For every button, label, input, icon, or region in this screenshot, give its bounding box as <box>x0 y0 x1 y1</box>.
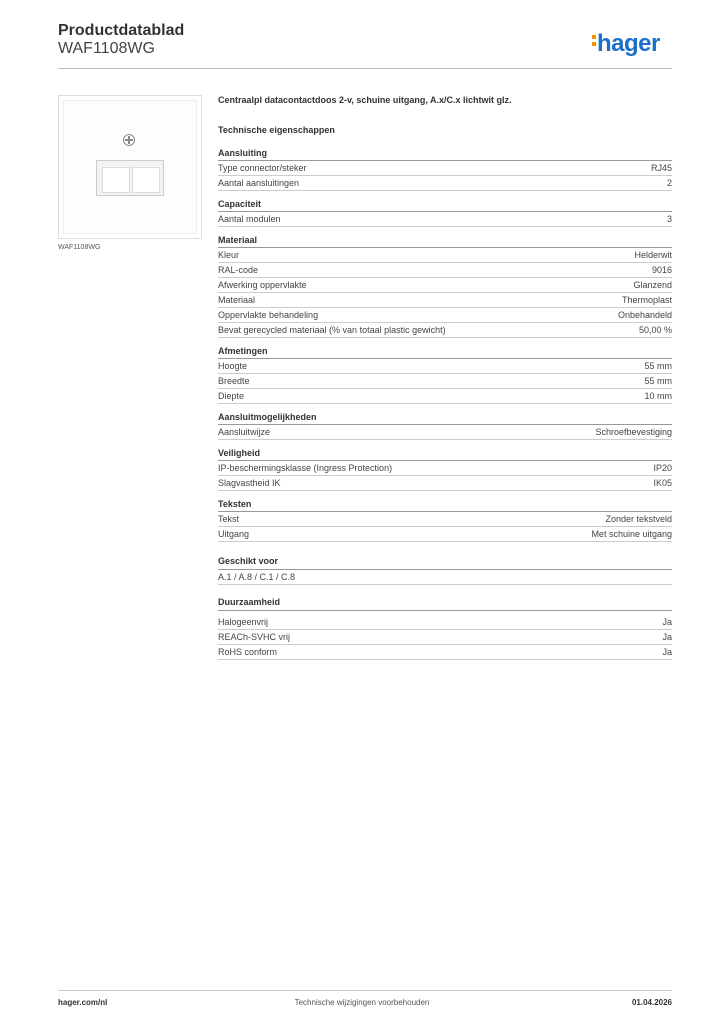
suitable-for-value: A.1 / A.8 / C.1 / C.8 <box>218 572 296 582</box>
spec-row <box>218 263 672 278</box>
spec-label: Type connector/steker <box>218 163 307 173</box>
spec-value: 2 <box>666 178 672 188</box>
cover-plate <box>63 100 197 234</box>
main-content <box>218 95 672 660</box>
spec-label: Diepte <box>218 391 245 401</box>
spec-label: Breedte <box>218 376 250 386</box>
spec-value: Onbehandeld <box>617 310 672 320</box>
spec-section-title: Materiaal <box>218 235 672 248</box>
spec-row <box>218 374 672 389</box>
spec-section-title: Teksten <box>218 499 672 512</box>
spec-label: Aansluitwijze <box>218 427 271 437</box>
footer-divider <box>58 990 672 991</box>
sustainability-title: Duurzaamheid <box>218 597 672 611</box>
spec-label: Halogeenvrij <box>218 617 269 627</box>
logo-text: hager <box>597 30 660 57</box>
screw-icon <box>123 134 135 146</box>
spec-value: IP20 <box>653 463 672 473</box>
sustainability-section <box>218 597 672 660</box>
spec-row <box>218 476 672 491</box>
spec-row <box>218 359 672 374</box>
spec-row <box>218 176 672 191</box>
spec-row <box>218 308 672 323</box>
spec-label: Aantal modulen <box>218 214 281 224</box>
spec-value: RJ45 <box>650 163 672 173</box>
technical-title: Technische eigenschappen <box>218 125 335 135</box>
spec-row <box>218 630 672 645</box>
image-caption: WAF1108WG <box>58 244 101 251</box>
spec-section-title: Aansluiting <box>218 148 672 161</box>
spec-value: 55 mm <box>644 376 672 386</box>
product-code: WAF1108WG <box>58 40 155 57</box>
spec-label: REACh-SVHC vrij <box>218 632 291 642</box>
spec-row <box>218 425 672 440</box>
sustainability-rows <box>218 615 672 660</box>
spec-label: Afwerking oppervlakte <box>218 280 307 290</box>
spec-value: IK05 <box>653 478 672 488</box>
spec-value: Met schuine uitgang <box>591 529 672 539</box>
spec-value: Glanzend <box>633 280 672 290</box>
spec-value: Thermoplast <box>621 295 672 305</box>
spec-row <box>218 645 672 660</box>
spec-sections <box>218 148 672 542</box>
logo-dots-icon <box>592 32 597 49</box>
spec-value: Helderwit <box>634 250 672 260</box>
spec-section <box>218 148 672 191</box>
spec-row <box>218 527 672 542</box>
spec-label: Kleur <box>218 250 240 260</box>
product-image <box>58 95 202 239</box>
spec-label: Tekst <box>218 514 240 524</box>
footer-date: 01.04.2026 <box>631 998 672 1007</box>
header-divider <box>58 68 672 69</box>
spec-row <box>218 389 672 404</box>
spec-section-title: Capaciteit <box>218 199 672 212</box>
spec-row <box>218 293 672 308</box>
spec-value: 3 <box>666 214 672 224</box>
spec-label: IP-beschermingsklasse (Ingress Protection) <box>218 463 393 473</box>
hager-logo <box>592 30 660 58</box>
spec-section <box>218 235 672 338</box>
suitable-for-row <box>218 570 672 585</box>
suitable-for-section <box>218 556 672 585</box>
spec-section-title: Veiligheid <box>218 448 672 461</box>
spec-row <box>218 248 672 263</box>
spec-value: Zonder tekstveld <box>605 514 672 524</box>
spec-value: 50,00 % <box>638 325 672 335</box>
spec-label: Hoogte <box>218 361 248 371</box>
spec-label: RoHS conform <box>218 647 278 657</box>
page-title: Productdatablad <box>58 22 185 39</box>
spec-label: Slagvastheid IK <box>218 478 281 488</box>
spec-row <box>218 615 672 630</box>
spec-row <box>218 512 672 527</box>
spec-row <box>218 161 672 176</box>
spec-section <box>218 346 672 404</box>
spec-value: Ja <box>662 617 672 627</box>
spec-value: 55 mm <box>644 361 672 371</box>
port-frame <box>96 160 164 196</box>
spec-value: Ja <box>662 647 672 657</box>
port-right <box>132 167 160 193</box>
spec-value: 10 mm <box>644 391 672 401</box>
spec-value: Ja <box>662 632 672 642</box>
spec-section <box>218 412 672 440</box>
spec-row <box>218 461 672 476</box>
spec-row <box>218 278 672 293</box>
spec-value: Schroefbevestiging <box>595 427 672 437</box>
spec-label: RAL-code <box>218 265 259 275</box>
spec-label: Aantal aansluitingen <box>218 178 300 188</box>
footer-website: hager.com/nl <box>58 998 108 1007</box>
spec-row <box>218 212 672 227</box>
spec-section-title: Aansluitmogelijkheden <box>218 412 672 425</box>
spec-value: 9016 <box>651 265 672 275</box>
footer-disclaimer: Technische wijzigingen voorbehouden <box>294 998 430 1007</box>
spec-label: Materiaal <box>218 295 256 305</box>
spec-section <box>218 199 672 227</box>
spec-section <box>218 499 672 542</box>
product-description: Centraalpl datacontactdoos 2-v, schuine uitgang, A.x/C.x lichtwit glz. <box>218 95 512 105</box>
spec-label: Bevat gerecycled materiaal (% van totaal plastic gewicht) <box>218 325 446 335</box>
spec-row <box>218 323 672 338</box>
spec-label: Uitgang <box>218 529 250 539</box>
spec-section-title: Afmetingen <box>218 346 672 359</box>
port-left <box>102 167 130 193</box>
spec-section <box>218 448 672 491</box>
suitable-for-title: Geschikt voor <box>218 556 672 570</box>
spec-label: Oppervlakte behandeling <box>218 310 319 320</box>
